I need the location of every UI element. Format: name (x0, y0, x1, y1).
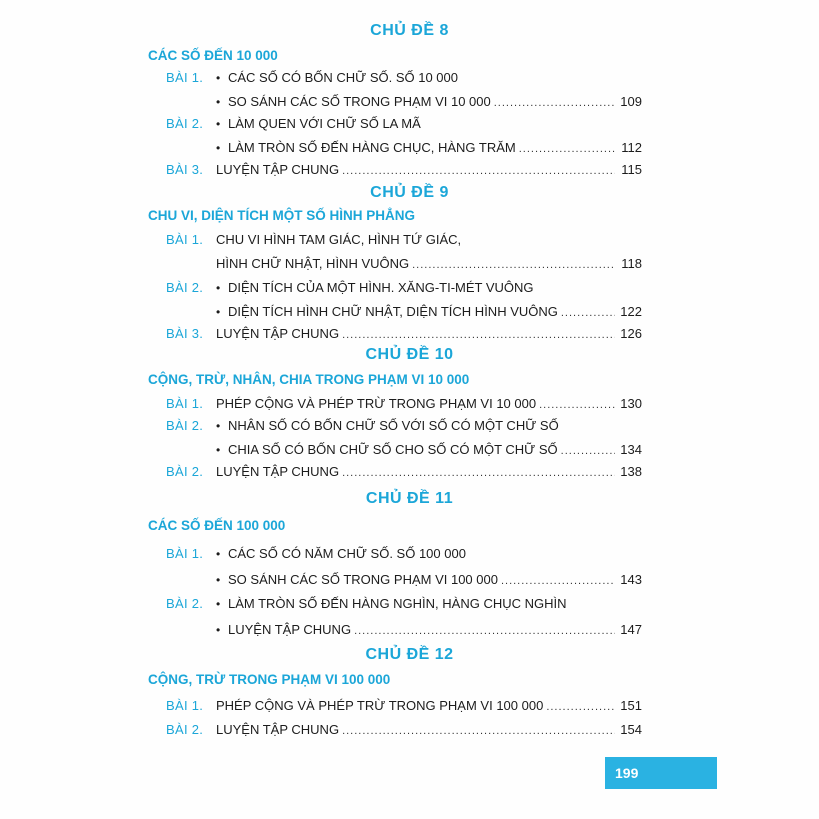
lesson-label: BÀI 3. (166, 162, 204, 177)
page-number-label: 199 (615, 765, 639, 781)
entry-text: LUYỆN TẬP CHUNG (216, 722, 340, 737)
page-number: 154 (620, 722, 642, 737)
toc-entry[interactable] (216, 464, 642, 479)
lesson-label: BÀI 1. (166, 698, 204, 713)
leader-dots (546, 701, 615, 713)
entry-text: HÌNH CHỮ NHẬT, HÌNH VUÔNG (216, 256, 410, 271)
entry-text: DIỆN TÍCH CỦA MỘT HÌNH. XĂNG-TI-MÉT VUÔNG (228, 280, 534, 295)
page-number: 134 (620, 442, 642, 457)
page-number: 126 (620, 326, 642, 341)
toc-entry[interactable] (216, 442, 642, 457)
toc-entry[interactable] (216, 572, 642, 587)
entry-text: LÀM QUEN VỚI CHỮ SỐ LA MÃ (228, 116, 421, 131)
section-title: CỘNG, TRỪ TRONG PHẠM VI 100 000 (148, 672, 391, 687)
bullet: • (216, 547, 221, 561)
bullet: • (216, 573, 221, 587)
toc-entry[interactable] (216, 116, 642, 131)
leader-dots (519, 143, 615, 155)
toc-entry[interactable] (216, 326, 642, 341)
leader-dots (342, 165, 615, 177)
entry-text: LUYỆN TẬP CHUNG (216, 464, 340, 479)
entry-text: PHÉP CỘNG VÀ PHÉP TRỪ TRONG PHẠM VI 10 000 (216, 396, 537, 411)
bullet: • (216, 597, 221, 611)
lesson-label: BÀI 2. (166, 116, 204, 131)
entry-text: NHÂN SỐ CÓ BỐN CHỮ SỐ VỚI SỐ CÓ MỘT CHỮ SỐ (228, 418, 559, 433)
leader-dots (342, 725, 615, 737)
chapter-title: CHỦ ĐỀ 9 (370, 184, 449, 201)
lesson-label: BÀI 1. (166, 546, 204, 561)
entry-text: LÀM TRÒN SỐ ĐẾN HÀNG NGHÌN, HÀNG CHỤC NGHÌN (228, 596, 567, 611)
toc-entry[interactable] (216, 280, 642, 295)
bullet: • (216, 623, 221, 637)
leader-dots (354, 625, 615, 637)
entry-text: CHU VI HÌNH TAM GIÁC, HÌNH TỨ GIÁC, (216, 232, 462, 247)
toc-entry[interactable] (216, 140, 642, 155)
chapter-title: CHỦ ĐỀ 8 (370, 22, 449, 39)
entry-text: CHIA SỐ CÓ BỐN CHỮ SỐ CHO SỐ CÓ MỘT CHỮ SỐ (228, 442, 558, 457)
leader-dots (494, 97, 615, 109)
bullet: • (216, 117, 221, 131)
section-title: CỘNG, TRỪ, NHÂN, CHIA TRONG PHẠM VI 10 000 (148, 372, 470, 387)
leader-dots (501, 575, 615, 587)
toc-entry[interactable] (216, 162, 642, 177)
lesson-label: BÀI 2. (166, 418, 204, 433)
lesson-label: BÀI 1. (166, 396, 204, 411)
page-number: 115 (621, 162, 642, 177)
bullet: • (216, 95, 221, 109)
toc-entry[interactable] (216, 396, 642, 411)
toc-entry[interactable] (216, 232, 642, 247)
lesson-label: BÀI 3. (166, 326, 204, 341)
lesson-label: BÀI 2. (166, 464, 204, 479)
leader-dots (412, 259, 615, 271)
bullet: • (216, 141, 221, 155)
entry-text: SO SÁNH CÁC SỐ TRONG PHẠM VI 100 000 (228, 572, 498, 587)
section-title: CÁC SỐ ĐẾN 100 000 (148, 518, 286, 533)
entry-text: CÁC SỐ CÓ BỐN CHỮ SỐ. SỐ 10 000 (228, 70, 459, 85)
toc-entry[interactable] (216, 698, 642, 713)
entry-text: SO SÁNH CÁC SỐ TRONG PHẠM VI 10 000 (228, 94, 491, 109)
lesson-label: BÀI 1. (166, 232, 204, 247)
lesson-label: BÀI 2. (166, 722, 204, 737)
lesson-label: BÀI 2. (166, 280, 204, 295)
bullet: • (216, 305, 221, 319)
page-number: 130 (620, 396, 642, 411)
toc-entry[interactable] (216, 546, 642, 561)
section-title: CÁC SỐ ĐẾN 10 000 (148, 48, 278, 63)
chapter-title: CHỦ ĐỀ 12 (365, 646, 454, 663)
bullet: • (216, 443, 221, 457)
leader-dots (342, 329, 615, 341)
entry-text: LUYỆN TẬP CHUNG (216, 326, 340, 341)
page-number: 112 (621, 140, 642, 155)
page-number: 118 (621, 256, 642, 271)
page-number: 122 (620, 304, 642, 319)
toc-entry[interactable] (216, 256, 642, 271)
toc-entry[interactable] (216, 94, 642, 109)
leader-dots (561, 445, 615, 457)
page-number: 109 (620, 94, 642, 109)
chapter-title: CHỦ ĐỀ 11 (365, 490, 454, 507)
leader-dots (561, 307, 615, 319)
lesson-label: BÀI 2. (166, 596, 204, 611)
toc-entry[interactable] (216, 304, 642, 319)
entry-text: LÀM TRÒN SỐ ĐẾN HÀNG CHỤC, HÀNG TRĂM (228, 140, 516, 155)
bullet: • (216, 281, 221, 295)
entry-text: LUYỆN TẬP CHUNG (228, 622, 352, 637)
entry-text: DIỆN TÍCH HÌNH CHỮ NHẬT, DIỆN TÍCH HÌNH VUÔNG (228, 304, 558, 319)
toc-entry[interactable] (216, 622, 642, 637)
page-number: 151 (620, 698, 642, 713)
entry-text: PHÉP CỘNG VÀ PHÉP TRỪ TRONG PHẠM VI 100 000 (216, 698, 544, 713)
section-title: CHU VI, DIỆN TÍCH MỘT SỐ HÌNH PHẲNG (148, 208, 416, 223)
page-number-badge (605, 757, 717, 789)
toc-entry[interactable] (216, 722, 642, 737)
entry-text: CÁC SỐ CÓ NĂM CHỮ SỐ. SỐ 100 000 (228, 546, 466, 561)
entry-text: LUYỆN TẬP CHUNG (216, 162, 340, 177)
chapter-title: CHỦ ĐỀ 10 (365, 346, 454, 363)
toc-entry[interactable] (216, 70, 642, 85)
bullet: • (216, 419, 221, 433)
toc-entry[interactable] (216, 596, 642, 611)
lesson-label: BÀI 1. (166, 70, 204, 85)
page-number: 143 (620, 572, 642, 587)
leader-dots (342, 467, 615, 479)
bullet: • (216, 71, 221, 85)
page-number: 138 (620, 464, 642, 479)
toc-entry[interactable] (216, 418, 642, 433)
page-number: 147 (620, 622, 642, 637)
leader-dots (539, 399, 615, 411)
